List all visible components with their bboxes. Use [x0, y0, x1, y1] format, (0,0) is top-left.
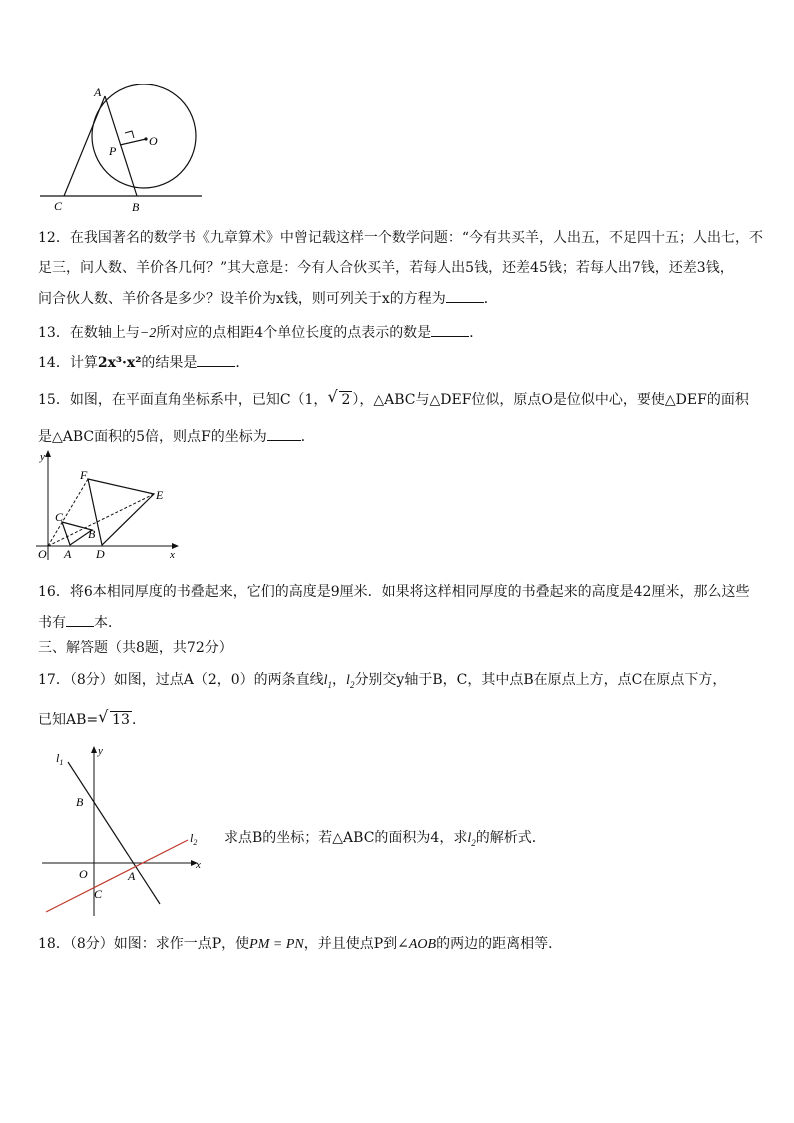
- question-12-line-2: 足三，问人数、羊价各几何？”其大意是：今有人合伙买羊，若每人出5钱，还差45钱；若每人出7钱，还差3钱，: [38, 260, 734, 276]
- triangle-def: [88, 479, 154, 545]
- sqrt-13: √ 13: [98, 707, 130, 728]
- question-15-line-1: 15．如图，在平面直角坐标系中，已知C（1， √ 2 ），△ABC与△DEF位似，原点O是位似中心，要使△DEF的面积: [38, 387, 749, 408]
- label-l2: $l_2$: [190, 831, 198, 847]
- question-14: 14．计算2x³·x²的结果是 ．: [38, 352, 764, 373]
- answer-blank-14[interactable]: [197, 352, 235, 367]
- circle-o: [92, 84, 196, 188]
- label-a: A: [94, 85, 102, 99]
- label-y: y: [98, 745, 103, 757]
- right-angle-mark: [125, 131, 134, 138]
- question-17-line-2: 已知AB= √ 13 ．: [38, 707, 146, 728]
- two-lines-figure: [36, 740, 216, 918]
- question-17-line-1: 17．（8分）如图，过点A（2，0）的两条直线$l_1$，$l_2$分别交y轴于B，C，其中点B在原点上方，点C在原点下方，: [38, 672, 727, 690]
- circle-tangent-figure: [36, 84, 206, 212]
- answer-blank-15[interactable]: [267, 426, 301, 441]
- answer-blank-12[interactable]: [446, 288, 484, 303]
- question-12-line-3: 问合伙人数、羊价各是多少？设羊价为x钱，则可列关于x的方程为 ．: [38, 288, 764, 309]
- label-c: C: [94, 887, 103, 901]
- segment-po: [120, 139, 146, 145]
- label-a: A: [64, 547, 72, 561]
- sqrt-2: √ 2: [327, 387, 351, 408]
- label-l1: $l_1$: [56, 751, 64, 767]
- question-18: 18．（8分）如图：求作一点P，使PM = PN，并且使点P到∠AOB的两边的距离相等．: [38, 936, 563, 952]
- label-a: A: [128, 869, 136, 883]
- label-c: C: [55, 510, 64, 524]
- label-x: x: [170, 549, 175, 561]
- question-17-tasks: 求点B的坐标；若△ABC的面积为4，求$l_2$的解析式．: [224, 830, 546, 848]
- answer-blank-13[interactable]: [431, 322, 469, 337]
- homothety-figure: [32, 448, 182, 564]
- label-c: C: [54, 199, 63, 212]
- line-l1: [68, 762, 160, 904]
- label-f: F: [80, 468, 88, 482]
- label-o: O: [38, 547, 47, 561]
- label-e: E: [156, 488, 164, 502]
- segment-ac: [64, 96, 105, 196]
- question-12-line-1: 12．在我国著名的数学书《九章算术》中曾记载这样一个数学问题：“今有共买羊，人出五，不足四十五；人出七，不: [38, 230, 763, 246]
- label-p: P: [109, 144, 117, 158]
- answer-blank-16[interactable]: [66, 612, 94, 627]
- question-16-line-2: 书有 本．: [38, 612, 764, 633]
- center-o-point: [144, 137, 147, 140]
- label-o: O: [149, 134, 158, 148]
- y-axis-arrow: [45, 450, 51, 457]
- label-y: y: [40, 451, 45, 463]
- label-d: D: [96, 547, 105, 561]
- label-b: B: [132, 200, 140, 212]
- y-axis-arrow: [91, 746, 97, 753]
- section-3-heading: 三、解答题（共8题，共72分）: [38, 640, 233, 656]
- question-16-line-1: 16．将6本相同厚度的书叠起来，它们的高度是9厘米．如果将这样相同厚度的书叠起来的高度是42厘米，那么这些: [38, 584, 750, 600]
- question-13: 13．在数轴上与−2所对应的点相距4个单位长度的点表示的数是 ．: [38, 322, 764, 344]
- label-o: O: [79, 867, 88, 881]
- label-b: B: [88, 527, 96, 541]
- label-b: B: [76, 795, 84, 809]
- label-x: x: [196, 859, 201, 871]
- question-15-line-2: 是△ABC面积的5倍，则点F的坐标为 ．: [38, 426, 764, 447]
- line-l2: [46, 840, 188, 912]
